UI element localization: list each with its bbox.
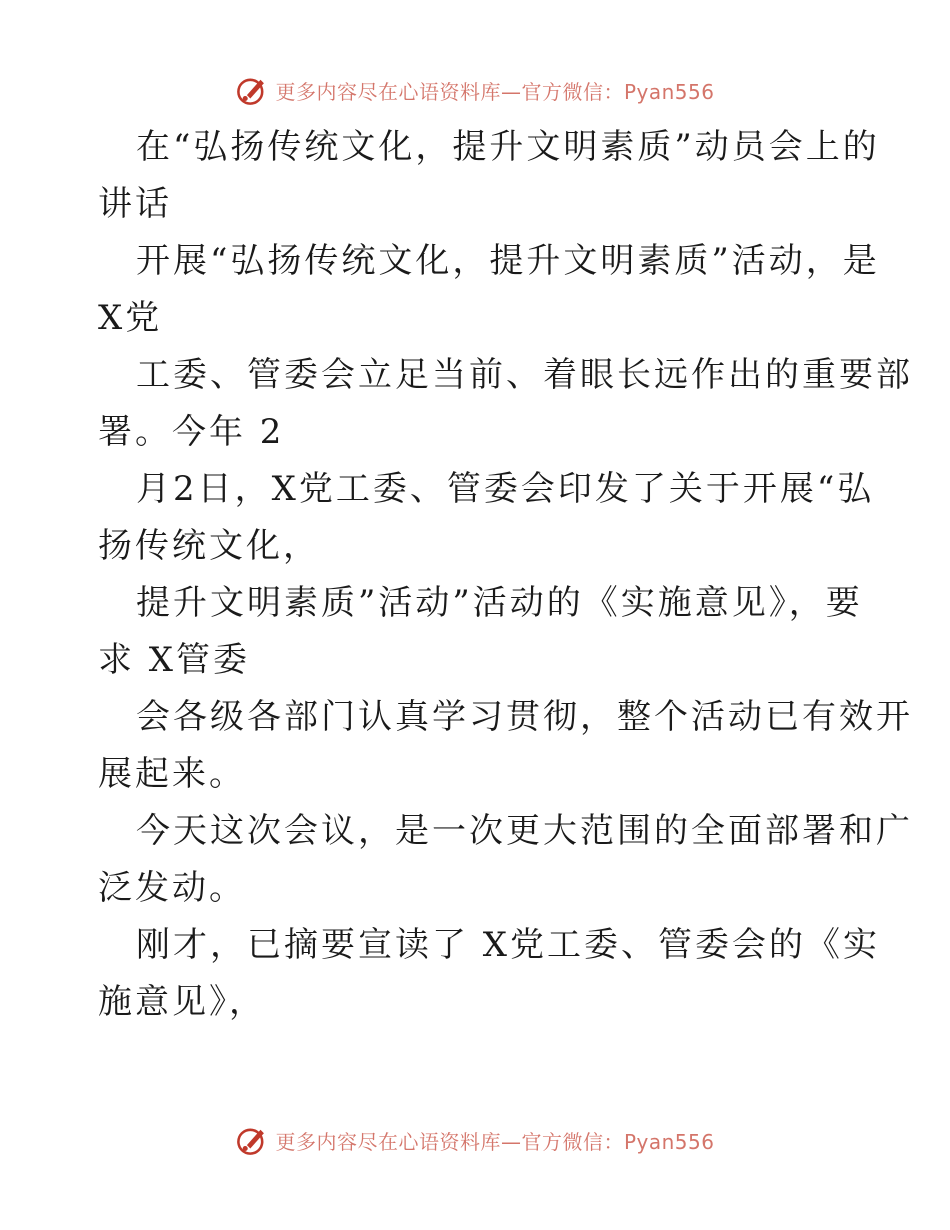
text-line: 提升文明素质”活动”活动的《实施意见》，要 [136, 583, 863, 623]
text-line: 工委、管委会立足当前、着眼长远作出的重要部 [136, 355, 913, 395]
footer-banner [0, 1120, 950, 1160]
text-line: 署。今年 2 [98, 412, 285, 452]
text-line: 扬传统文化， [98, 526, 320, 566]
banner-text: 更多内容尽在心语资料库—官方微信：Pyan556 [275, 1129, 715, 1154]
text-line: 施意见》， [98, 982, 266, 1022]
text-line: 开展“弘扬传统文化，提升文明素质”活动，是 [136, 241, 880, 281]
text-line: 展起来。 [98, 754, 246, 794]
text-line: 讲话 [98, 184, 172, 224]
text-line: 刚才，已摘要宣读了 X党工委、管委会的《实 [136, 925, 881, 965]
pen-nib-logo-icon [235, 1123, 269, 1157]
text-line: 求 X管委 [98, 640, 251, 680]
document-body [98, 119, 913, 1031]
text-line: X党 [98, 298, 163, 338]
text-line: 在“弘扬传统文化，提升文明素质”动员会上的 [136, 127, 880, 167]
text-line: 会各级各部门认真学习贯彻，整个活动已有效开 [136, 697, 913, 737]
header-banner [0, 70, 950, 110]
text-line: 泛发动。 [98, 868, 246, 908]
banner-text: 更多内容尽在心语资料库—官方微信：Pyan556 [275, 79, 715, 104]
text-line: 月2日，X党工委、管委会印发了关于开展“弘 [136, 469, 875, 509]
pen-nib-logo-icon [235, 73, 269, 107]
text-line: 今天这次会议，是一次更大范围的全面部署和广 [136, 811, 913, 851]
